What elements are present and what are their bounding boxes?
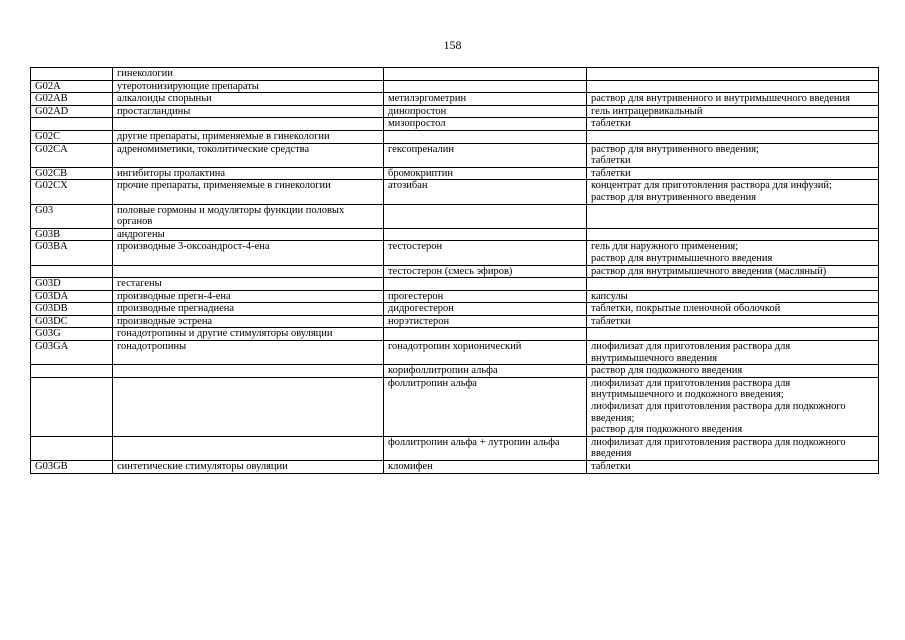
group-name-cell: ингибиторы пролактина	[113, 167, 384, 180]
group-name-cell: производные эстрена	[113, 315, 384, 328]
dosage-form-cell: раствор для внутривенного введения; таблетки	[587, 143, 879, 167]
atc-code-cell: G02CB	[31, 167, 113, 180]
dosage-form-cell	[587, 204, 879, 228]
group-name-cell: гестагены	[113, 278, 384, 291]
table-row	[31, 167, 879, 180]
group-name-cell	[113, 118, 384, 131]
dosage-form-cell: гель интрацервикальный	[587, 105, 879, 118]
group-name-cell	[113, 365, 384, 378]
atc-code-cell: G03DC	[31, 315, 113, 328]
atc-code-cell	[31, 118, 113, 131]
drug-name-cell	[384, 328, 587, 341]
group-name-cell: синтетические стимуляторы овуляции	[113, 461, 384, 474]
table-row	[31, 265, 879, 278]
drug-name-cell: метилэргометрин	[384, 93, 587, 106]
table-row	[31, 461, 879, 474]
group-name-cell: гонадотропины	[113, 341, 384, 365]
group-name-cell: производные 3-оксоандрост-4-ена	[113, 241, 384, 265]
dosage-form-cell: раствор для внутривенного и внутримышечного введения	[587, 93, 879, 106]
drug-name-cell	[384, 80, 587, 93]
drug-name-cell: фоллитропин альфа + лутропин альфа	[384, 436, 587, 460]
dosage-form-cell: раствор для подкожного введения	[587, 365, 879, 378]
group-name-cell	[113, 265, 384, 278]
atc-code-cell: G03GA	[31, 341, 113, 365]
group-name-cell: производные прегнадиена	[113, 303, 384, 316]
atc-code-cell: G03D	[31, 278, 113, 291]
atc-code-cell: G03DA	[31, 290, 113, 303]
drug-name-cell	[384, 204, 587, 228]
dosage-form-cell: таблетки	[587, 118, 879, 131]
table-row	[31, 278, 879, 291]
dosage-form-cell	[587, 328, 879, 341]
drug-name-cell	[384, 278, 587, 291]
atc-code-cell	[31, 377, 113, 436]
dosage-form-cell: таблетки, покрытые пленочной оболочкой	[587, 303, 879, 316]
atc-code-cell: G03GB	[31, 461, 113, 474]
drug-name-cell: гексопреналин	[384, 143, 587, 167]
table-row	[31, 93, 879, 106]
dosage-form-cell: таблетки	[587, 315, 879, 328]
dosage-form-cell: лиофилизат для приготовления раствора для внутримышечного и подкожного введения; лиофилизат для приготовления раствора для подкожного введения; раствор для подкожного введения	[587, 377, 879, 436]
drug-name-cell: динопростон	[384, 105, 587, 118]
drug-name-cell: корифоллитропин альфа	[384, 365, 587, 378]
group-name-cell: половые гормоны и модуляторы функции половых органов	[113, 204, 384, 228]
drug-name-cell: кломифен	[384, 461, 587, 474]
atc-code-cell	[31, 68, 113, 81]
table-row	[31, 143, 879, 167]
table-row	[31, 105, 879, 118]
drug-name-cell: гонадотропин хорионический	[384, 341, 587, 365]
atc-code-cell: G02A	[31, 80, 113, 93]
atc-code-cell	[31, 436, 113, 460]
drug-name-cell: мизопростол	[384, 118, 587, 131]
drug-name-cell	[384, 68, 587, 81]
atc-code-cell	[31, 365, 113, 378]
table-row	[31, 303, 879, 316]
table-row	[31, 68, 879, 81]
group-name-cell: прочие препараты, применяемые в гинекологии	[113, 180, 384, 204]
atc-code-cell: G02C	[31, 130, 113, 143]
dosage-form-cell: таблетки	[587, 167, 879, 180]
group-name-cell: адреномиметики, токолитические средства	[113, 143, 384, 167]
dosage-form-cell	[587, 80, 879, 93]
dosage-form-cell: капсулы	[587, 290, 879, 303]
dosage-form-cell	[587, 228, 879, 241]
table-row	[31, 241, 879, 265]
table-row	[31, 80, 879, 93]
table-row	[31, 328, 879, 341]
group-name-cell: алкалоиды спорыньи	[113, 93, 384, 106]
atc-code-cell: G02AD	[31, 105, 113, 118]
drug-name-cell	[384, 130, 587, 143]
dosage-form-cell	[587, 278, 879, 291]
dosage-form-cell	[587, 68, 879, 81]
atc-code-cell: G03	[31, 204, 113, 228]
table-row	[31, 315, 879, 328]
atc-code-cell: G03DB	[31, 303, 113, 316]
drug-name-cell: прогестерон	[384, 290, 587, 303]
table-row	[31, 180, 879, 204]
drug-name-cell: дидрогестерон	[384, 303, 587, 316]
drug-name-cell: бромокриптин	[384, 167, 587, 180]
table-row	[31, 365, 879, 378]
atc-code-cell: G02CA	[31, 143, 113, 167]
atc-code-cell: G02AB	[31, 93, 113, 106]
drug-name-cell: норэтистерон	[384, 315, 587, 328]
table-row	[31, 204, 879, 228]
table-row	[31, 377, 879, 436]
dosage-form-cell: гель для наружного применения; раствор для внутримышечного введения	[587, 241, 879, 265]
drug-name-cell	[384, 228, 587, 241]
table-row	[31, 290, 879, 303]
group-name-cell: гинекологии	[113, 68, 384, 81]
drug-name-cell: фоллитропин альфа	[384, 377, 587, 436]
dosage-form-cell: таблетки	[587, 461, 879, 474]
group-name-cell: утеротонизирующие препараты	[113, 80, 384, 93]
group-name-cell: простагландины	[113, 105, 384, 118]
group-name-cell	[113, 436, 384, 460]
atc-code-cell: G02CX	[31, 180, 113, 204]
group-name-cell	[113, 377, 384, 436]
table-row	[31, 228, 879, 241]
dosage-form-cell	[587, 130, 879, 143]
drug-name-cell: тестостерон	[384, 241, 587, 265]
table-row	[31, 118, 879, 131]
table-row	[31, 130, 879, 143]
dosage-form-cell: раствор для внутримышечного введения (масляный)	[587, 265, 879, 278]
atc-code-cell: G03B	[31, 228, 113, 241]
drug-table	[30, 67, 879, 474]
atc-code-cell: G03G	[31, 328, 113, 341]
dosage-form-cell: лиофилизат для приготовления раствора для внутримышечного введения	[587, 341, 879, 365]
atc-code-cell: G03BA	[31, 241, 113, 265]
dosage-form-cell: концентрат для приготовления раствора для инфузий; раствор для внутривенного введения	[587, 180, 879, 204]
drug-name-cell: атозибан	[384, 180, 587, 204]
group-name-cell: производные прегн-4-ена	[113, 290, 384, 303]
atc-code-cell	[31, 265, 113, 278]
page-number: 158	[443, 38, 462, 52]
table-row	[31, 436, 879, 460]
group-name-cell: андрогены	[113, 228, 384, 241]
dosage-form-cell: лиофилизат для приготовления раствора для подкожного введения	[587, 436, 879, 460]
group-name-cell: другие препараты, применяемые в гинекологии	[113, 130, 384, 143]
table-body	[31, 68, 879, 474]
group-name-cell: гонадотропины и другие стимуляторы овуляции	[113, 328, 384, 341]
table-row	[31, 341, 879, 365]
drug-name-cell: тестостерон (смесь эфиров)	[384, 265, 587, 278]
